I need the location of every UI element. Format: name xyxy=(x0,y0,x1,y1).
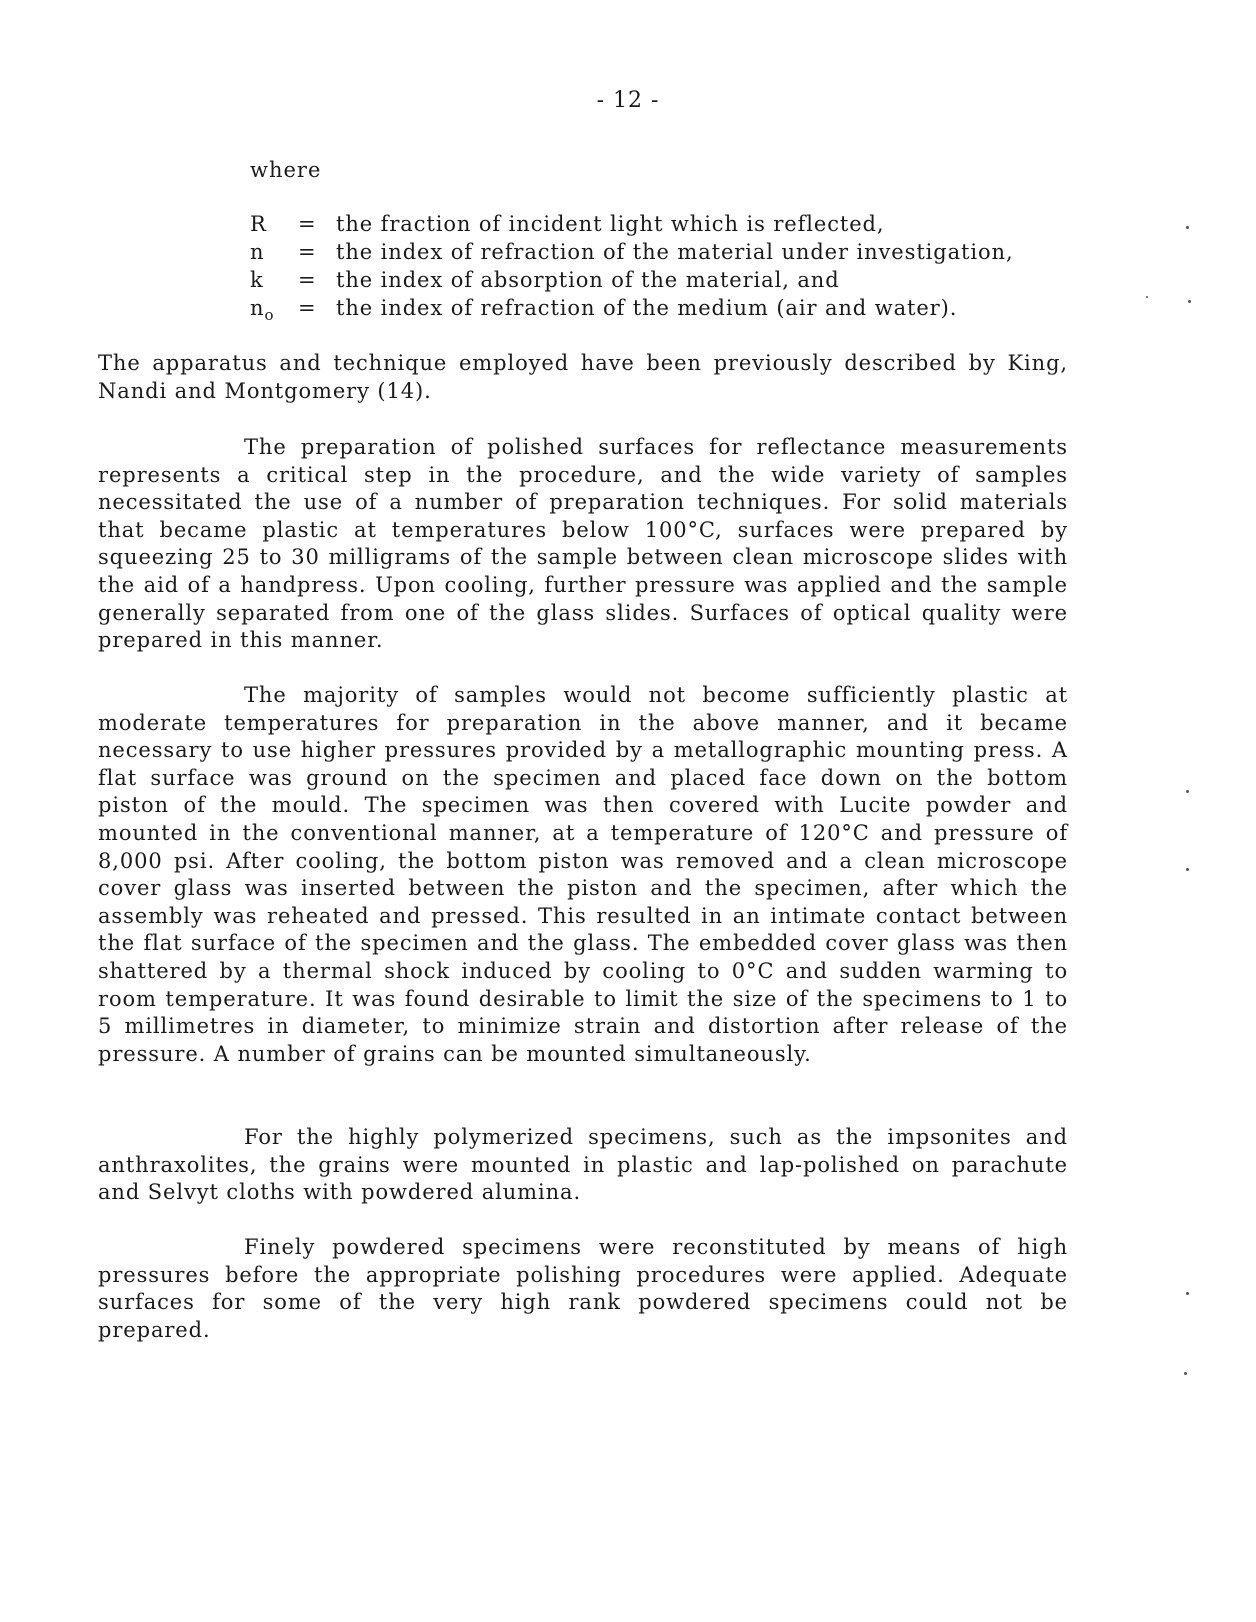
paragraph-apparatus: The apparatus and technique employed have been previously described by King, Nandi and Montgomery (14). xyxy=(98,351,1068,403)
scan-speck xyxy=(1186,226,1189,229)
definition-symbol: k xyxy=(250,268,264,292)
definition-row-no xyxy=(250,296,1170,324)
where-label: where xyxy=(250,158,322,182)
definition-symbol: R xyxy=(250,212,267,236)
definition-list xyxy=(250,212,1170,324)
scan-speck xyxy=(1186,790,1189,793)
definition-text: the index of refraction of the medium (air and water). xyxy=(336,296,958,320)
scan-speck xyxy=(1188,300,1191,303)
definition-row-n xyxy=(250,240,1170,268)
definition-text: the index of refraction of the material under investigation, xyxy=(336,240,1014,264)
scan-speck xyxy=(1146,296,1148,298)
definition-symbol: $n_o$ xyxy=(250,296,275,325)
page-number: - 12 - xyxy=(596,88,660,113)
definition-row-k xyxy=(250,268,1170,296)
equals-sign: = xyxy=(298,212,317,236)
equals-sign: = xyxy=(298,296,317,320)
paragraph-majority: The majority of samples would not become sufficiently plastic at moderate temperatures for preparation in the above manner, and it became necessary to use higher pressures provided by a metallographic mounting press. A flat surface was ground on the specimen and placed face down on the bottom piston of the mould. The specimen was then covered with Lucite powder and mounted in the conventional manner, at a temperature of 120°C and pressure of 8,000 psi. After cooling, the bottom piston was removed and a clean microscope cover glass was inserted between the piston and the specimen, after which the assembly was reheated and pressed. This resulted in an intimate contact between the flat surface of the specimen and the glass. The embedded cover glass was then shattered by a thermal shock induced by cooling to 0°C and sudden warming to room temperature. It was found desirable to limit the size of the specimens to 1 to 5 millimetres in diameter, to minimize strain and distortion after release of the pressure. A number of grains can be mounted simultaneously. xyxy=(98,683,1068,1066)
scan-speck xyxy=(1184,1372,1187,1375)
equals-sign: = xyxy=(298,268,317,292)
scan-speck xyxy=(1186,868,1189,871)
definition-row-r xyxy=(250,212,1170,240)
definition-symbol: n xyxy=(250,240,265,264)
paragraph-preparation: The preparation of polished surfaces for reflectance measurements represents a critical step in the procedure, and the wide variety of samples necessitated the use of a number of preparation techniques. For solid materials that became plastic at temperatures below 100°C, surfaces were prepared by squeezing 25 to 30 milligrams of the sample between clean microscope slides with the aid of a handpress. Upon cooling, further pressure was applied and the sample generally separated from one of the glass slides. Surfaces of optical quality were prepared in this manner. xyxy=(98,435,1068,653)
paragraph-powdered: Finely powdered specimens were reconstituted by means of high pressures before the appropriate polishing procedures were applied. Adequate surfaces for some of the very high rank powdered specimens could not be prepared. xyxy=(98,1235,1068,1342)
definition-text: the fraction of incident light which is reflected, xyxy=(336,212,885,236)
equals-sign: = xyxy=(298,240,317,264)
definition-text: the index of absorption of the material, and xyxy=(336,268,840,292)
scan-speck xyxy=(1186,1292,1189,1295)
paragraph-polymerized: For the highly polymerized specimens, such as the impsonites and anthraxolites, the grains were mounted in plastic and lap-polished on parachute and Selvyt cloths with powdered alumina. xyxy=(98,1125,1068,1205)
